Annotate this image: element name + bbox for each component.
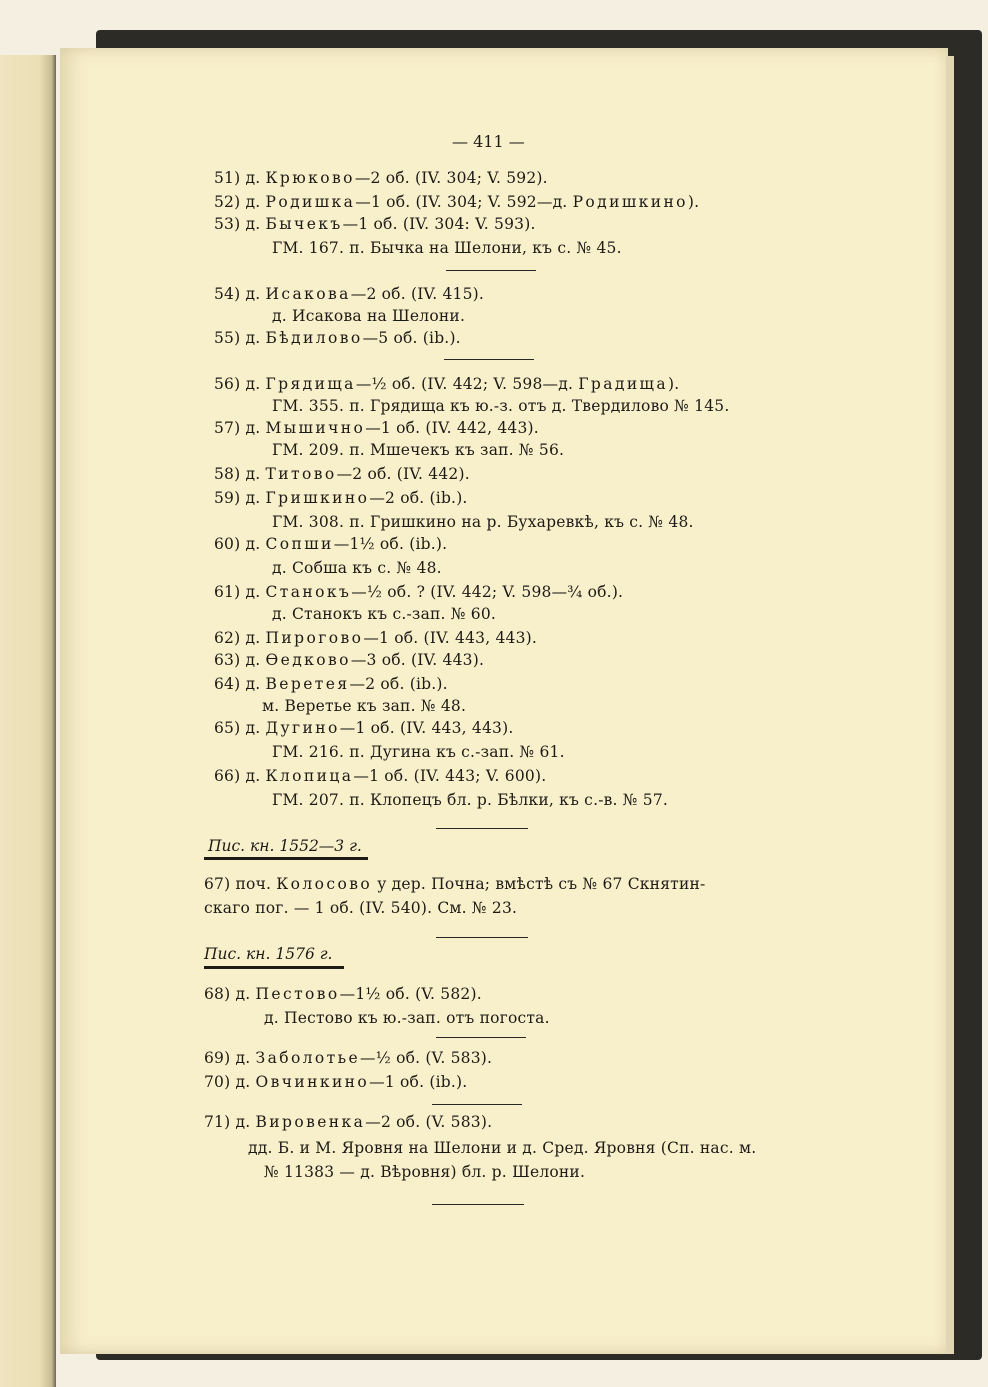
entry-prefix: д. (245, 169, 266, 187)
entry-number: 66) (214, 767, 241, 785)
place-name: Грядища (265, 375, 356, 393)
entry-number: 62) (214, 629, 241, 647)
text-line: ГМ. 207. п. Клопецъ бл. р. Бѣлки, къ с.-в. № 57. (272, 791, 669, 809)
entry-prefix: д. (245, 535, 266, 553)
entry-details: —2 об. (IV. 415). (350, 285, 485, 303)
entry-line (214, 650, 484, 670)
entry-details: —2 об. (V. 583). (365, 1113, 493, 1131)
entry-prefix: д. (235, 1073, 256, 1091)
place-name: Веретея (265, 675, 350, 693)
entry-number: 57) (214, 419, 241, 437)
entry-prefix: д. (245, 489, 266, 507)
entry-prefix: д. (245, 583, 266, 601)
text-line: ГМ. 209. п. Мшечекъ къ зап. № 56. (272, 441, 565, 459)
entry-line (214, 582, 623, 602)
place-name: Дугино (265, 719, 340, 737)
place-name: Сопши (265, 535, 334, 553)
entry-prefix: д. (245, 375, 266, 393)
entry-number: 54) (214, 285, 241, 303)
entry-line (204, 1072, 467, 1092)
place-name: Пестово (255, 985, 340, 1003)
entry-details: —1 об. (ib.). (369, 1073, 468, 1091)
entry-number: 56) (214, 375, 241, 393)
entry-line (214, 328, 461, 348)
entry-details-end: ). (687, 193, 700, 211)
entry-line (214, 718, 513, 738)
place-name: Родишка (265, 193, 356, 211)
entry-line (204, 1112, 492, 1132)
separator-rule (436, 937, 528, 938)
place-name: Гришкино (265, 489, 370, 507)
place-name: Колосово (276, 875, 373, 893)
entry-details-end: ). (668, 375, 680, 393)
entry-details: —1½ об. (ib.). (333, 535, 448, 553)
text-line: м. Веретье къ зап. № 48. (262, 697, 467, 715)
entry-line (214, 766, 546, 786)
entry-prefix: д. (245, 651, 266, 669)
entry-line (214, 374, 679, 394)
text-line: скаго пог. — 1 об. (IV. 540). См. № 23. (204, 899, 518, 917)
entry-prefix: д. (235, 1113, 256, 1131)
page-edge (946, 56, 954, 1354)
place-name-alt: Родишкино (572, 193, 688, 211)
entry-details: —1 об. (IV. 304; V. 592—д. (355, 193, 573, 211)
text-line: ГМ. 167. п. Бычка на Шелони, къ с. № 45. (272, 239, 622, 257)
entry-number: 63) (214, 651, 241, 669)
entry-details: —2 об. (ib.). (349, 675, 448, 693)
entry-line (214, 418, 539, 438)
facing-page-edge (0, 55, 56, 1387)
entry-line (204, 984, 482, 1004)
entry-number: 58) (214, 465, 241, 483)
entry-details: —2 об. (IV. 304; V. 592). (354, 169, 548, 187)
entry-details: —2 об. (ib.). (369, 489, 468, 507)
place-name: Бычекъ (265, 215, 343, 233)
text-line: д. Станокъ къ с.-зап. № 60. (272, 605, 497, 623)
place-name: Вировенка (255, 1113, 366, 1131)
entry-prefix: д. (245, 419, 266, 437)
separator-rule (436, 1037, 526, 1038)
entry-line (204, 874, 705, 894)
entry-line (214, 488, 468, 508)
separator-rule (432, 1204, 524, 1205)
section-heading: Пис. кн. 1576 г. (204, 945, 333, 963)
entry-details: —½ об. (IV. 442; V. 598—д. (355, 375, 579, 393)
entry-number: 71) (204, 1113, 231, 1131)
entry-prefix: д. (245, 215, 266, 233)
entry-line (214, 192, 699, 212)
entry-prefix: д. (245, 465, 266, 483)
entry-details: —2 об. (IV. 442). (336, 465, 470, 483)
text-line: ГМ. 216. п. Дугина къ с.-зап. № 61. (272, 743, 565, 761)
entry-prefix: д. (235, 1049, 256, 1067)
entry-number: 70) (204, 1073, 231, 1091)
place-name: Станокъ (265, 583, 352, 601)
place-name: Заболотье (255, 1049, 361, 1067)
entry-line (214, 628, 537, 648)
entry-line (214, 464, 470, 484)
entry-line (214, 168, 548, 188)
entry-number: 53) (214, 215, 241, 233)
text-line: № 11383 — д. Вѣровня) бл. р. Шелони. (264, 1163, 586, 1181)
entry-prefix: поч. (235, 875, 277, 893)
place-name: Мышично (265, 419, 366, 437)
separator-rule (436, 828, 528, 829)
text-line: д. Исакова на Шелони. (272, 307, 466, 325)
entry-number: 51) (214, 169, 241, 187)
text-line: ГМ. 355. п. Грядища къ ю.-з. отъ д. Твердилово № 145. (272, 397, 730, 415)
text-line: д. Пестово къ ю.-зап. отъ погоста. (264, 1009, 550, 1027)
place-name: Пирогово (265, 629, 364, 647)
entry-details: —5 об. (ib.). (362, 329, 461, 347)
section-heading: Пис. кн. 1552—3 г. (208, 837, 362, 855)
entry-details: —½ об. (V. 583). (360, 1049, 493, 1067)
entry-number: 67) (204, 875, 231, 893)
entry-line (214, 674, 448, 694)
entry-number: 52) (214, 193, 241, 211)
entry-prefix: д. (245, 329, 266, 347)
text-line: дд. Б. и М. Яровня на Шелони и д. Сред. Яровня (Сп. нас. м. (248, 1139, 757, 1157)
place-name: Клопица (265, 767, 354, 785)
place-name-alt: Градища (578, 375, 669, 393)
entry-prefix: д. (245, 719, 266, 737)
entry-number: 69) (204, 1049, 231, 1067)
text-line: ГМ. 308. п. Гришкино на р. Бухаревкѣ, къ с. № 48. (272, 513, 694, 531)
place-name: Исакова (265, 285, 351, 303)
entry-number: 61) (214, 583, 241, 601)
entry-line (214, 214, 536, 234)
entry-prefix: д. (245, 767, 266, 785)
entry-number: 65) (214, 719, 241, 737)
entry-line (204, 1048, 492, 1068)
entry-details: —1½ об. (V. 582). (339, 985, 482, 1003)
place-name: Титово (265, 465, 337, 483)
place-name: Овчинкино (255, 1073, 370, 1091)
place-name: Крюково (265, 169, 355, 187)
entry-number: 60) (214, 535, 241, 553)
entry-number: 64) (214, 675, 241, 693)
entry-number: 59) (214, 489, 241, 507)
entry-prefix: д. (245, 629, 266, 647)
entry-line (214, 284, 484, 304)
entry-details: —1 об. (IV. 442, 443). (365, 419, 539, 437)
text-line: д. Собша къ с. № 48. (272, 559, 442, 577)
entry-prefix: д. (245, 285, 266, 303)
entry-prefix: д. (245, 193, 266, 211)
place-name: Ѳедково (265, 651, 351, 669)
place-name: Бѣдилово (265, 329, 363, 347)
separator-rule (446, 270, 536, 271)
entry-prefix: д. (245, 675, 266, 693)
page-number: — 411 — (452, 132, 525, 151)
entry-prefix: д. (235, 985, 256, 1003)
entry-details: —1 об. (IV. 443; V. 600). (353, 767, 547, 785)
entry-details: —1 об. (IV. 443, 443). (339, 719, 514, 737)
entry-details: —½ об. ? (IV. 442; V. 598—¾ об.). (351, 583, 624, 601)
separator-rule (432, 1104, 522, 1105)
entry-details: —1 об. (IV. 304: V. 593). (342, 215, 536, 233)
entry-details: —1 об. (IV. 443, 443). (363, 629, 538, 647)
entry-number: 68) (204, 985, 231, 1003)
section-heading-underline (204, 966, 344, 969)
section-heading-underline (204, 857, 368, 860)
entry-details: у дер. Почна; вмѣстѣ съ № 67 Скнятин- (372, 875, 706, 893)
entry-number: 55) (214, 329, 241, 347)
separator-rule (444, 359, 534, 360)
entry-details: —3 об. (IV. 443). (350, 651, 485, 669)
entry-line (214, 534, 447, 554)
